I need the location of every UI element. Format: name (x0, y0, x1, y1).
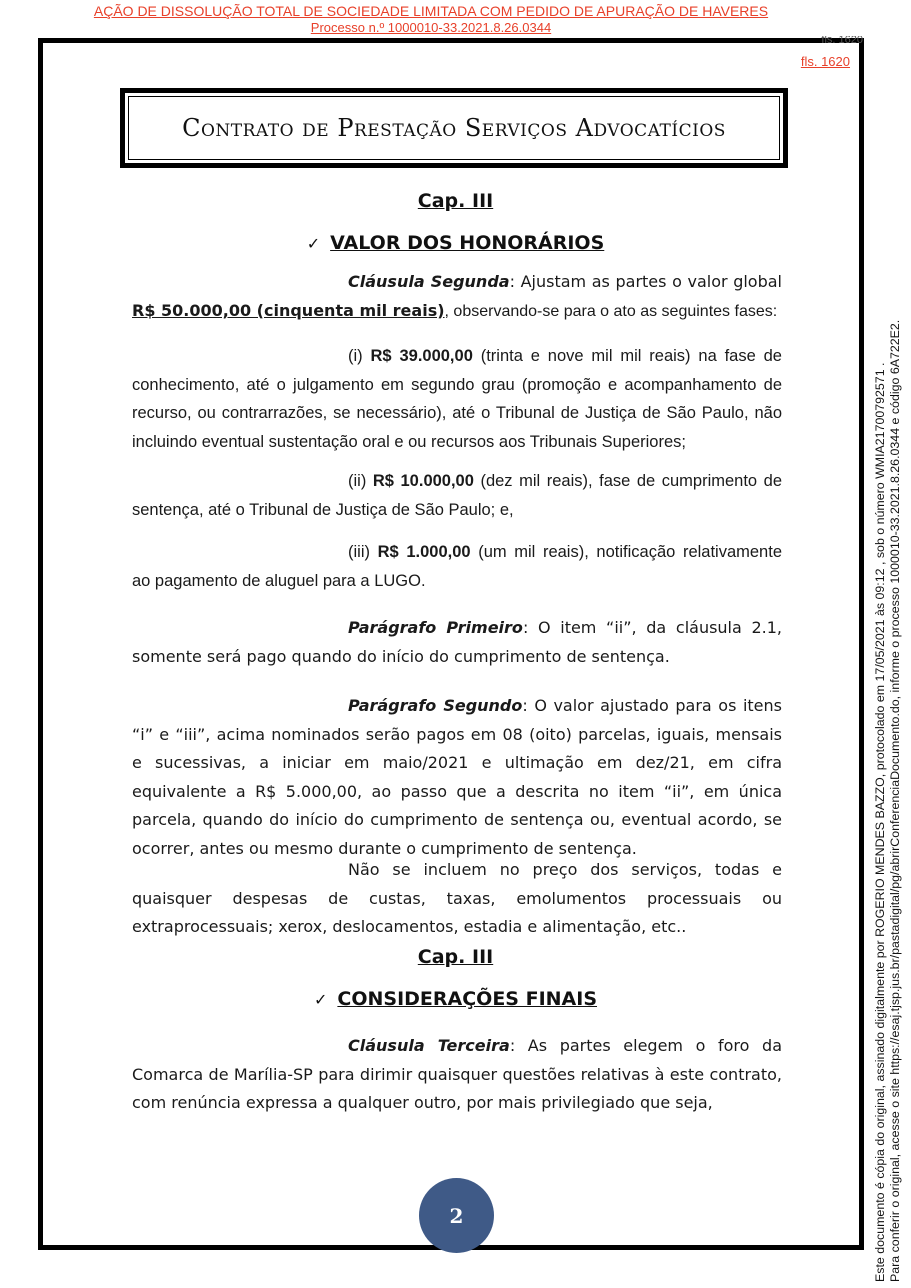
chapter-heading: Cap. III (417, 946, 494, 968)
item-amount: R$ 10.000,00 (372, 472, 474, 490)
section-label: CONSIDERAÇÕES FINAIS (337, 988, 598, 1010)
item-prefix: (ii) (348, 472, 373, 490)
folio-number: fls. 1620 (800, 54, 850, 69)
paragraph-exclusions (132, 856, 782, 942)
item-text: (dez mil reais), fase de cumprimento de sentença, até o Tribunal de Justiça de São Paulo; e, (132, 472, 782, 519)
section-label: VALOR DOS HONORÁRIOS (330, 232, 605, 254)
paragraph-keyword: Parágrafo Segundo (348, 696, 523, 715)
clause-text: : Ajustam as partes o valor global (509, 272, 782, 291)
check-icon: ✓ (306, 234, 321, 253)
process-number: Processo n.º 1000010-33.2021.8.26.0344 (310, 20, 552, 35)
document-title: Contrato de Prestação Serviços Advocatícios (182, 114, 726, 142)
signature-line: Este documento é cópia do original, assinado digitalmente por ROGERIO MENDES BAZZO, protocolado em 17/05/2021 às 09:12 , sob o número WMIA21700792571 . (873, 362, 887, 1282)
page-number: 2 (449, 1203, 464, 1228)
section-heading-fees (0, 232, 911, 254)
digital-signature-note (873, 320, 903, 1282)
process-title: AÇÃO DE DISSOLUÇÃO TOTAL DE SOCIEDADE LIMITADA COM PEDIDO DE APURAÇÃO DE HAVERES (93, 3, 769, 19)
clause-second (132, 268, 782, 326)
item-i (132, 342, 782, 456)
clause-text: : As partes elegem o foro da Comarca de Marília-SP para dirimir quaisquer questões relativas à este contrato, com renúncia expressa a qualquer outro, por mais privilegiado que seja, (132, 1036, 783, 1112)
verification-line: Para conferir o original, acesse o site https://esaj.tjsp.jus.br/pastadigital/pg/abrirConferenciaDocumento.do, informe o processo 1000010-33.2021.8.26.0344 e código 6A722E2. (888, 319, 902, 1282)
item-iii (132, 538, 782, 595)
total-amount: R$ 50.000,00 (cinquenta mil reais) (132, 300, 445, 320)
clause-text-end: , observando-se para o ato as seguintes fases: (444, 302, 778, 320)
item-prefix: (i) (348, 347, 371, 365)
folio-number-top: fls. 1620 (821, 36, 863, 45)
item-ii (132, 467, 782, 524)
clause-keyword: Cláusula Terceira (348, 1036, 510, 1055)
section-heading-final (0, 988, 911, 1010)
chapter-heading: Cap. III (417, 190, 494, 212)
check-icon: ✓ (313, 990, 328, 1009)
page-number-badge (419, 1178, 494, 1253)
paragraph-text: : O item “ii”, da cláusula 2.1, somente será pago quando do início do cumprimento de sentença. (132, 618, 783, 666)
clause-keyword: Cláusula Segunda (348, 272, 510, 291)
paragraph-text: Não se incluem no preço dos serviços, todas e quaisquer despesas de custas, taxas, emolumentos processuais ou extraprocessuais; xerox, deslocamentos, estadia e alimentação, etc.. (132, 860, 782, 936)
item-text: (um mil reais), notificação relativamente ao pagamento de aluguel para a LUGO. (132, 543, 782, 590)
clause-third (132, 1032, 782, 1118)
paragraph-keyword: Parágrafo Primeiro (348, 618, 523, 637)
item-prefix: (iii) (348, 543, 378, 561)
paragraph-first (132, 614, 782, 671)
paragraph-second (132, 692, 782, 863)
item-amount: R$ 39.000,00 (370, 347, 473, 365)
paragraph-text: : O valor ajustado para os itens “i” e “iii”, acima nominados serão pagos em 08 (oito) parcelas, iguais, mensais e sucessivas, a iniciar em maio/2021 e ultimação em dez/21, em cifra equivalente a R$ 5.000,00, ao passo que a descrita no item “ii”, em única parcela, quando do início do cumprimento de sentença ou, eventual acordo, se ocorrer, antes ou mesmo durante o cumprimento de sentença. (132, 696, 783, 858)
item-text: (trinta e nove mil mil reais) na fase de conhecimento, até o julgamento em segundo grau (promoção e acompanhamento de recurso, ou contrarrazões, se necessário), até o Tribunal de Justiça de São Paulo, não incluindo eventual sustentação oral e ou recursos aos Tribunais Superiores; (132, 347, 782, 451)
title-box (120, 88, 788, 168)
item-amount: R$ 1.000,00 (377, 543, 471, 561)
